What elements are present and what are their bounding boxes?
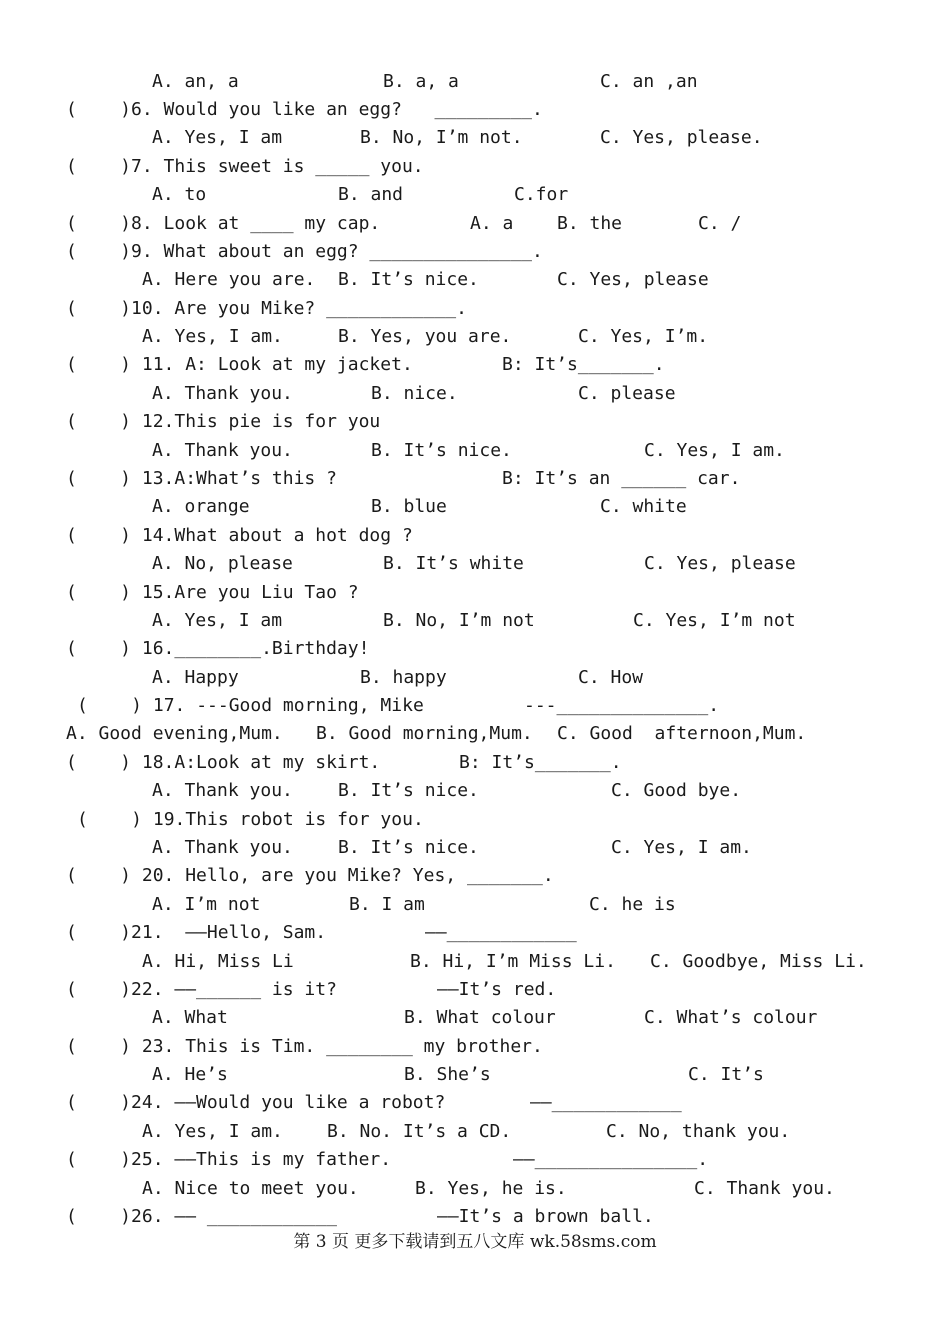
line-text: A. Yes, I am bbox=[152, 127, 283, 148]
option-text: B: It’s_______. bbox=[502, 354, 665, 375]
option-text: B: It’s_______. bbox=[459, 752, 622, 773]
line-text: A. orange bbox=[152, 496, 250, 517]
option-text: C. an ,an bbox=[600, 71, 698, 92]
option-text: B. I am bbox=[349, 894, 425, 915]
line-text: ( )8. Look at ____ my cap. bbox=[66, 213, 381, 234]
option-text: B. She’s bbox=[404, 1064, 491, 1085]
option-text: ——It’s red. bbox=[437, 979, 557, 1000]
line-text: A. Yes, I am bbox=[152, 610, 283, 631]
line-text: A. Thank you. bbox=[152, 780, 293, 801]
option-text: B. Yes, he is. bbox=[415, 1178, 567, 1199]
option-text: C. Yes, please. bbox=[600, 127, 763, 148]
option-text: C.for bbox=[514, 184, 569, 205]
line-text: A. Good evening,Mum. bbox=[66, 723, 283, 744]
line-text: ( ) 19.This robot is for you. bbox=[77, 809, 424, 830]
line-text: ( ) 16.________.Birthday! bbox=[66, 638, 370, 659]
option-text: B. a, a bbox=[383, 71, 459, 92]
option-text: C. Good bye. bbox=[611, 780, 742, 801]
option-text: A. a bbox=[470, 213, 514, 234]
option-text: ——____________ bbox=[530, 1092, 682, 1113]
option-text: B. It’s white bbox=[383, 553, 524, 574]
line-text: A. He’s bbox=[152, 1064, 228, 1085]
option-text: C. How bbox=[578, 667, 644, 688]
line-text: A. Here you are. bbox=[142, 269, 316, 290]
option-text: C. Yes, I am. bbox=[644, 440, 785, 461]
option-text: C. Goodbye, Miss Li. bbox=[650, 951, 867, 972]
line-text: A. No, please bbox=[152, 553, 293, 574]
line-text: ( ) 18.A:Look at my skirt. bbox=[66, 752, 381, 773]
line-text: ( ) 14.What about a hot dog ? bbox=[66, 525, 413, 546]
line-text: A. Thank you. bbox=[152, 837, 293, 858]
line-text: ( ) 13.A:What’s this ? bbox=[66, 468, 337, 489]
option-text: B. blue bbox=[371, 496, 447, 517]
line-text: ( )24. ——Would you like a robot? bbox=[66, 1092, 446, 1113]
line-text: A. Nice to meet you. bbox=[142, 1178, 359, 1199]
option-text: ——It’s a brown ball. bbox=[437, 1206, 654, 1227]
line-text: ( )25. ——This is my father. bbox=[66, 1149, 392, 1170]
option-text: C. Yes, I am. bbox=[611, 837, 752, 858]
option-text: C. white bbox=[600, 496, 687, 517]
line-text: ( )26. —— ____________ bbox=[66, 1206, 337, 1227]
option-text: ——_______________. bbox=[513, 1149, 709, 1170]
line-text: A. Yes, I am. bbox=[142, 326, 283, 347]
option-text: B. and bbox=[338, 184, 404, 205]
option-text: C. / bbox=[698, 213, 742, 234]
line-text: A. an, a bbox=[152, 71, 239, 92]
line-text: A. What bbox=[152, 1007, 228, 1028]
option-text: B. happy bbox=[360, 667, 447, 688]
option-text: C. It’s bbox=[688, 1064, 764, 1085]
option-text: C. Yes, I’m not bbox=[633, 610, 796, 631]
option-text: B: It’s an ______ car. bbox=[502, 468, 741, 489]
option-text: B. Yes, you are. bbox=[338, 326, 512, 347]
option-text: B. What colour bbox=[404, 1007, 556, 1028]
option-text: C. Yes, I’m. bbox=[578, 326, 709, 347]
option-text: C. No, thank you. bbox=[606, 1121, 791, 1142]
line-text: A. Thank you. bbox=[152, 383, 293, 404]
option-text: C. What’s colour bbox=[644, 1007, 818, 1028]
option-text: B. the bbox=[557, 213, 623, 234]
option-text: C. Thank you. bbox=[694, 1178, 835, 1199]
option-text: B. It’s nice. bbox=[338, 269, 479, 290]
line-text: ( ) 23. This is Tim. ________ my brother. bbox=[66, 1036, 543, 1057]
line-text: ( ) 17. ---Good morning, Mike bbox=[77, 695, 424, 716]
line-text: ( )7. This sweet is _____ you. bbox=[66, 156, 424, 177]
line-text: A. Happy bbox=[152, 667, 239, 688]
option-text: C. Good afternoon,Mum. bbox=[557, 723, 807, 744]
line-text: ( ) 15.Are you Liu Tao ? bbox=[66, 582, 359, 603]
option-text: B. nice. bbox=[371, 383, 458, 404]
option-text: C. please bbox=[578, 383, 676, 404]
option-text: B. It’s nice. bbox=[338, 837, 479, 858]
option-text: B. It’s nice. bbox=[371, 440, 512, 461]
option-text: B. Hi, I’m Miss Li. bbox=[410, 951, 616, 972]
option-text: ——____________ bbox=[425, 922, 577, 943]
line-text: A. I’m not bbox=[152, 894, 261, 915]
line-text: ( )22. ——______ is it? bbox=[66, 979, 337, 1000]
option-text: B. No, I’m not bbox=[383, 610, 535, 631]
option-text: ---______________. bbox=[524, 695, 720, 716]
line-text: A. Yes, I am. bbox=[142, 1121, 283, 1142]
line-text: A. Thank you. bbox=[152, 440, 293, 461]
line-text: ( ) 11. A: Look at my jacket. bbox=[66, 354, 413, 375]
option-text: B. No. It’s a CD. bbox=[327, 1121, 512, 1142]
line-text: ( )6. Would you like an egg? _________. bbox=[66, 99, 543, 120]
option-text: C. Yes, please bbox=[644, 553, 796, 574]
option-text: C. he is bbox=[589, 894, 676, 915]
line-text: ( ) 12.This pie is for you bbox=[66, 411, 381, 432]
line-text: ( )21. ——Hello, Sam. bbox=[66, 922, 327, 943]
page-footer: 第 3 页 更多下载请到五八文库 wk.58sms.com bbox=[293, 1232, 657, 1252]
option-text: B. No, I’m not. bbox=[360, 127, 523, 148]
line-text: ( ) 20. Hello, are you Mike? Yes, _______. bbox=[66, 865, 554, 886]
line-text: ( )10. Are you Mike? ____________. bbox=[66, 298, 467, 319]
option-text: B. It’s nice. bbox=[338, 780, 479, 801]
option-text: B. Good morning,Mum. bbox=[316, 723, 533, 744]
option-text: C. Yes, please bbox=[557, 269, 709, 290]
line-text: A. to bbox=[152, 184, 207, 205]
line-text: A. Hi, Miss Li bbox=[142, 951, 294, 972]
line-text: ( )9. What about an egg? _______________. bbox=[66, 241, 543, 262]
